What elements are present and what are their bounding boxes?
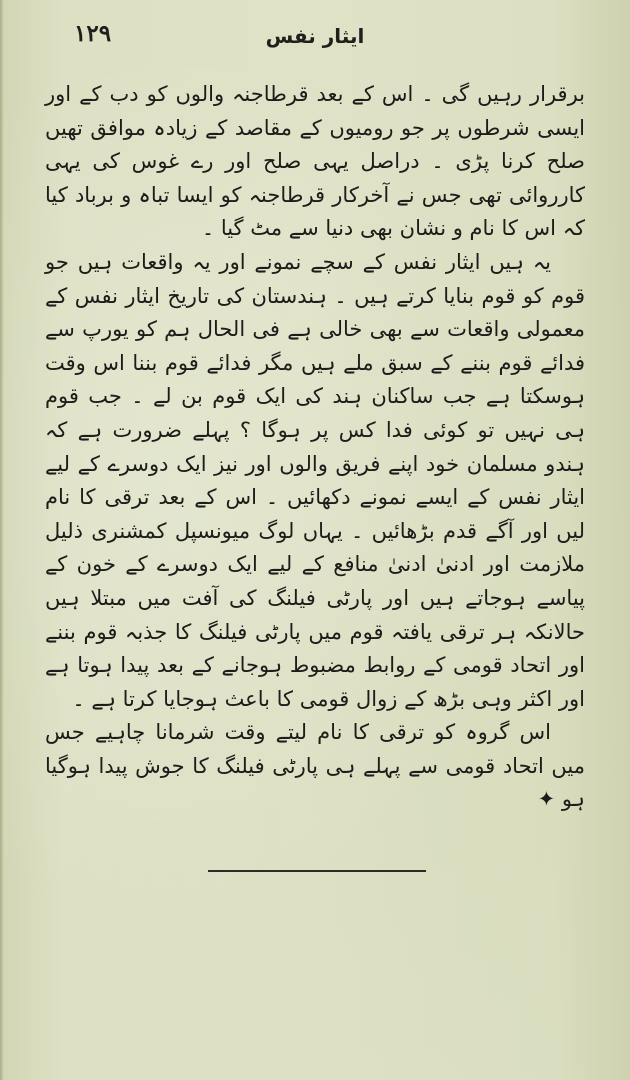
paragraph-3: اس گروہ کو ترقی کا نام لیتے وقت شرمانا چاہیے جس میں اتحاد قومی سے پہلے ہی پارٹی فیلنگ کا جوش پیدا ہوگیا ہو ✦ xyxy=(45,720,585,812)
running-title: ایثار نفس xyxy=(265,24,365,48)
paragraph-2: یہ ہیں ایثار نفس کے سچے نمونے اور یہ واقعات ہیں جو قوم کو قوم بنایا کرتے ہیں ۔ ہندستان کی تاریخ ایثار نفس کے معمولی واقعات سے بھی خالی ہے فی الحال ہم کو یورپ سے فدائے قوم بننے کے سبق ملے ہیں مگر فدائے قوم بننا اس وقت ہوسکتا ہے جب ساکنان ہند کی ایک قوم بن لے ۔ جب قوم ہی نہیں تو کوئی فدا کس پر ہوگا ؟ پہلے ضرورت ہے کہ ہندو مسلمان خود اپنے فریق والوں اور نیز ایک دوسرے کے لیے ایثار نفس کے ایسے نمونے دکھائیں ۔ اس کے بعد ترقی کا نام لیں اور آگے قدم بڑھائیں ۔ یہاں لوگ میونسپل کمشنری ذلیل ملازمت اور ادنیٰ ادنیٰ منافع کے لیے ایک دوسرے کے خون کے پیاسے ہوجاتے ہیں اور پارٹی فیلنگ کی آفت میں مبتلا ہیں حالانکہ ہر ترقی یافتہ قوم میں پارٹی فیلنگ کا جذبہ قوم بننے اور اتحاد قومی کے روابط مضبوط ہوجانے کے بعد پیدا ہوتا ہے اور اکثر وہی بڑھ کے زوال قومی کا باعث ہوجایا کرتا ہے ۔ xyxy=(45,249,585,711)
closing-rule xyxy=(208,870,426,872)
body-text xyxy=(45,78,585,817)
paragraph-1: برقرار رہیں گی ۔ اس کے بعد قرطاجنہ والوں کو دب کے اور ایسی شرطوں پر جو رومیوں کے مقاصد کے زیادہ موافق تھیں صلح کرنا پڑی ۔ دراصل یہی صلح اور رے غوس کی یہی کارروائی تھی جس نے آخرکار قرطاجنہ کو ایسا تباہ و برباد کیا کہ اس کا نام و نشان بھی دنیا سے مٹ گیا ۔ xyxy=(45,82,585,241)
page-number: ۱۲۹ xyxy=(74,20,112,47)
